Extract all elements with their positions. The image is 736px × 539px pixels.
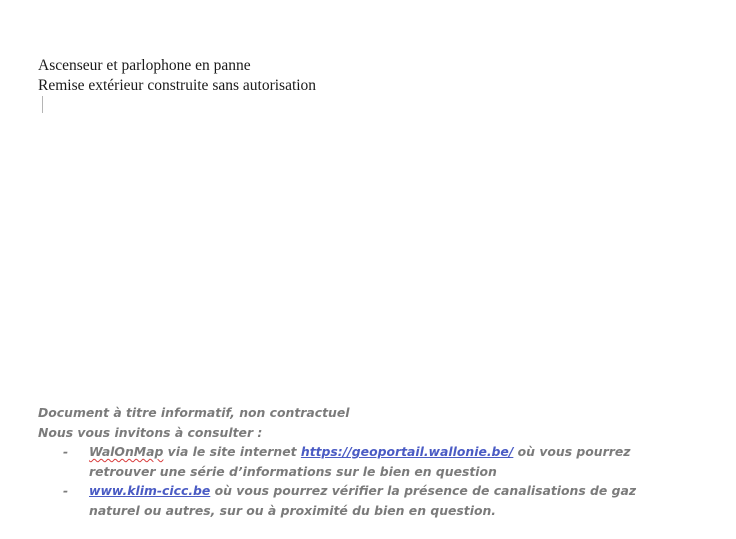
body-line-1: Ascenseur et parlophone en panne	[38, 57, 251, 74]
item1-pre-link: via le site internet	[163, 444, 301, 459]
item1-post-link: où vous pourrez retrouver une série d’informations sur le bien en question	[89, 444, 631, 479]
walonmap-name: WalOnMap	[89, 444, 164, 459]
list-item	[38, 442, 689, 481]
invite-text: Nous vous invitons à consulter :	[38, 424, 263, 440]
item2-post-link: où vous pourrez vérifier la présence de canalisations de gaz naturel ou autres, sur ou à proximité du bien en question.	[89, 483, 637, 518]
bullet-dash: -	[63, 444, 69, 459]
text-cursor	[42, 96, 43, 113]
list-item	[38, 481, 689, 520]
geoportail-link[interactable]: https://geoportail.wallonie.be/	[300, 444, 514, 459]
disclaimer-text: Document à titre informatif, non contractuel	[38, 405, 350, 420]
bullet-dash: -	[63, 483, 69, 498]
klim-cicc-link[interactable]: www.klim-cicc.be	[89, 483, 211, 498]
body-line-2: Remise extérieur construite sans autorisation	[38, 77, 317, 94]
footer-notice	[38, 403, 718, 520]
document-body[interactable]	[38, 56, 316, 96]
